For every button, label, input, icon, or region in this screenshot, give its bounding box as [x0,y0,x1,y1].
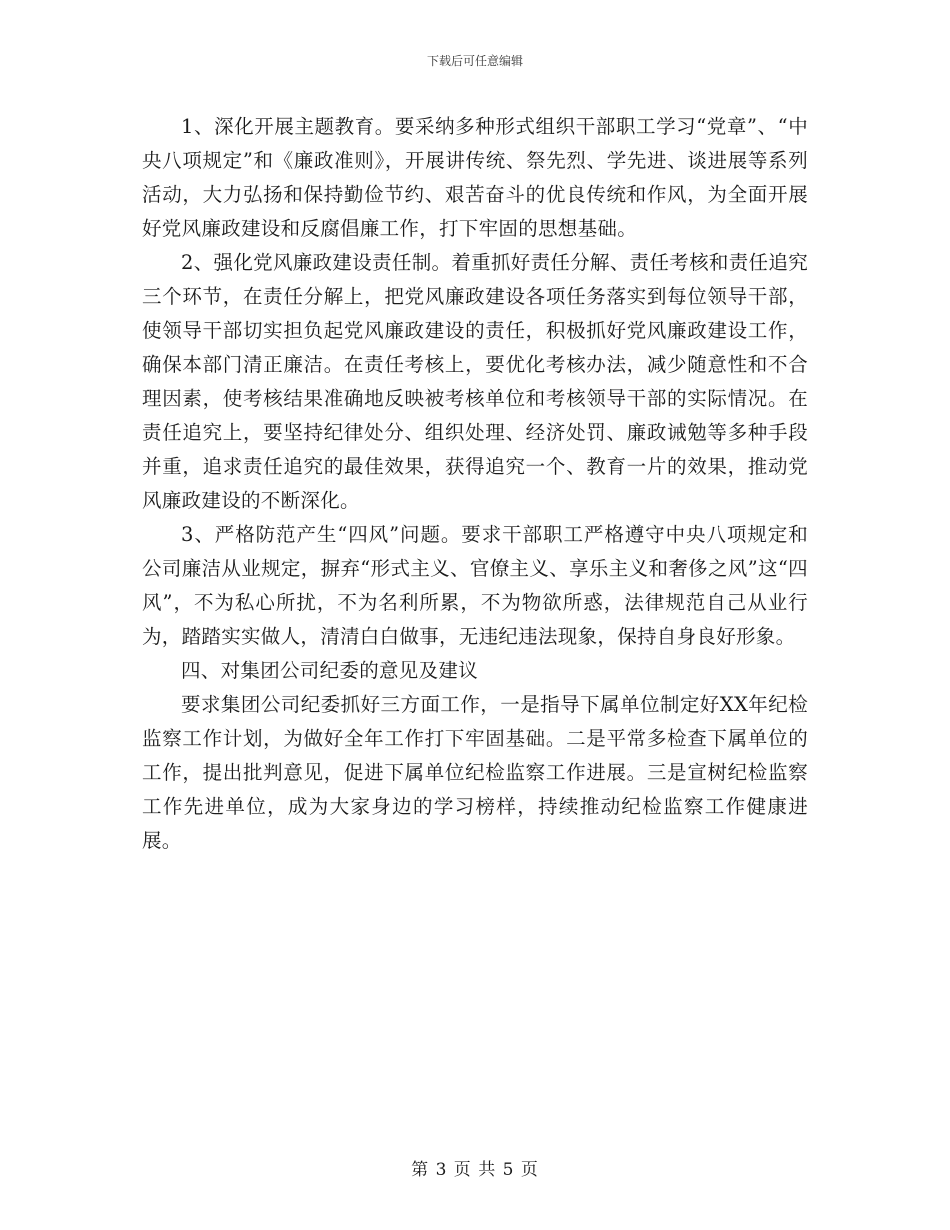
paragraph-responsibility-system: 2、强化党风廉政建设责任制。着重抓好责任分解、责任考核和责任追究三个环节，在责任分解上，把党风廉政建设各项任务落实到每位领导干部，使领导干部切实担负起党风廉政建设的责任，积极抓好党风廉政建设工作，确保本部门清正廉洁。在责任考核上，要优化考核办法，减少随意性和不合理因素，使考核结果准确地反映被考核单位和考核领导干部的实际情况。在责任追究上，要坚持纪律处分、组织处理、经济处罚、廉政诫勉等多种手段并重，追求责任追究的最佳效果，获得追究一个、教育一片的效果，推动党风廉政建设的不断深化。 [142,251,808,512]
document-body [142,110,808,858]
paragraph-deepen-education: 1、深化开展主题教育。要采纳多种形式组织干部职工学习“党章”、“中央八项规定”和《廉政准则》，开展讲传统、祭先烈、学先进、谈进展等系列活动，大力弘扬和保持勤俭节约、艰苦奋斗的优良传统和作风，为全面开展好党风廉政建设和反腐倡廉工作，打下牢固的思想基础。 [142,115,808,240]
paragraph-four-winds: 3、严格防范产生“四风”问题。要求干部职工严格遵守中央八项规定和公司廉洁从业规定，摒弃“形式主义、官僚主义、享乐主义和奢侈之风”这“四风”，不为私心所扰，不为名利所累，不为物欲所惑，法律规范自己从业行为，踏踏实实做人，清清白白做事，无违纪违法现象，保持自身良好形象。 [142,523,808,648]
paragraph-suggestions: 要求集团公司纪委抓好三方面工作，一是指导下属单位制定好XX年纪检监察工作计划，为做好全年工作打下牢固基础。二是平常多检查下属单位的工作，提出批判意见，促进下属单位纪检监察工作进展。三是宣树纪检监察工作先进单位，成为大家身边的学习榜样，持续推动纪检监察工作健康进展。 [142,693,808,852]
page-number: 第 3 页 共 5 页 [411,1160,539,1180]
page-header: 下载后可任意编辑 [426,54,523,68]
section-heading-suggestions: 四、对集团公司纪委的意见及建议 [181,659,479,682]
